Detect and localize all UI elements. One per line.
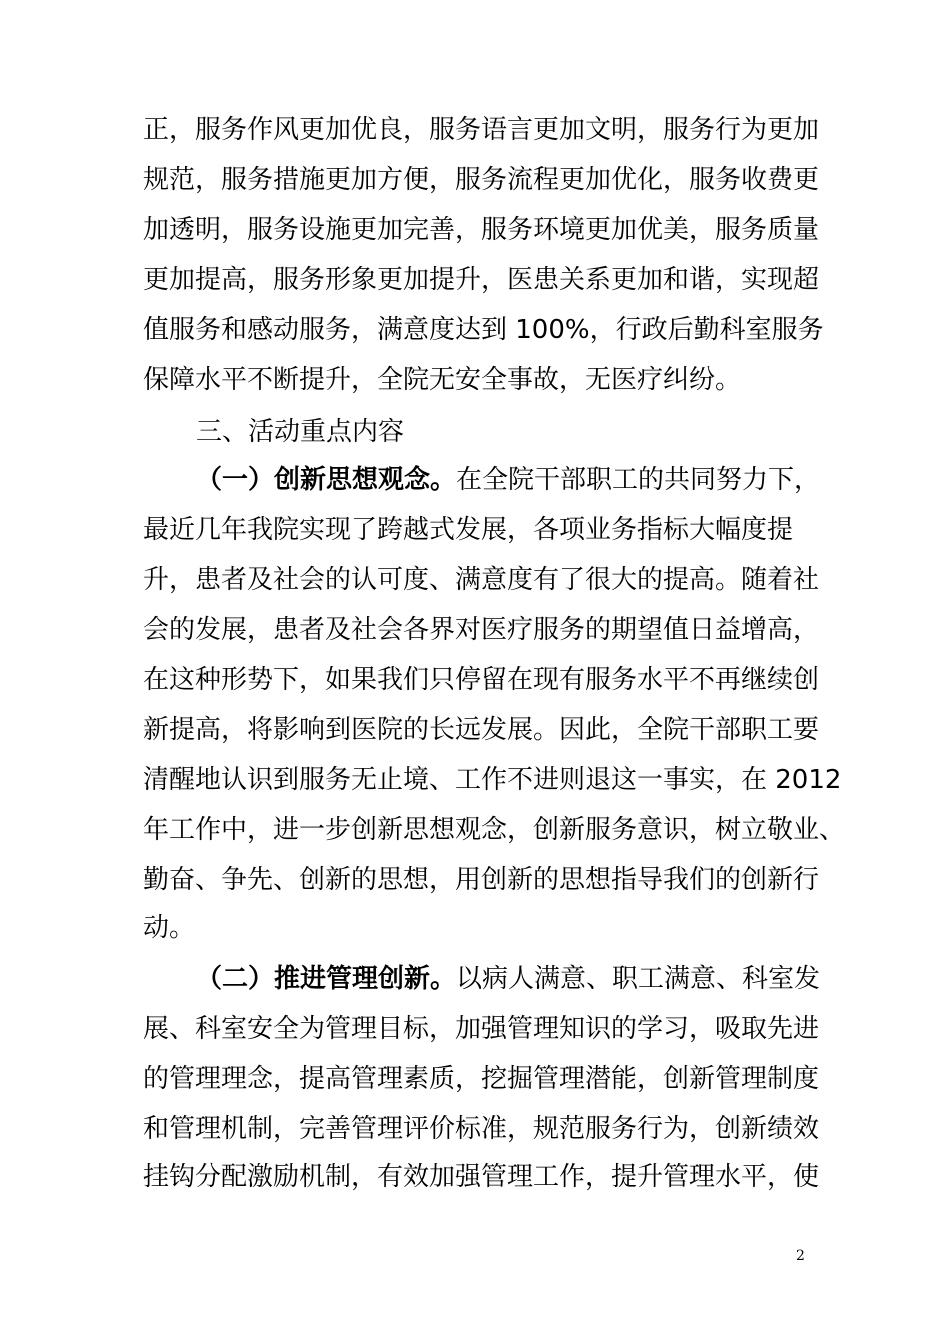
item-2-line-1: 展、科室安全为管理目标，加强管理知识的学习，吸取先进 xyxy=(143,1014,820,1044)
section-heading: 三、活动重点内容 xyxy=(196,417,405,447)
item-1-line-5: 新提高，将影响到医院的长远发展。因此，全院干部职工要 xyxy=(143,715,820,745)
item-1-first-line xyxy=(196,463,820,497)
item-2-first-line xyxy=(196,962,820,996)
paragraph-1-line-5: 值服务和感动服务，满意度达到 100%，行政后勤科室服务 xyxy=(143,315,824,345)
paragraph-1-line-3: 加透明，服务设施更加完善，服务环境更加优美，服务质量 xyxy=(143,215,820,245)
item-1-line-7: 年工作中，进一步创新思想观念，创新服务意识，树立敬业、 xyxy=(143,815,846,845)
item-1-line-2: 升，患者及社会的认可度、满意度有了很大的提高。随着社 xyxy=(143,565,820,595)
item-1-line-9: 动。 xyxy=(143,913,196,943)
item-2-line-2: 的管理理念，提高管理素质，挖掘管理潜能，创新管理制度 xyxy=(143,1064,820,1094)
item-1-first-line-text: 在全院干部职工的共同努力下， xyxy=(456,465,821,495)
item-2-first-line-text: 以病人满意、职工满意、科室发 xyxy=(456,964,821,994)
item-1-title: （一）创新思想观念。 xyxy=(196,465,457,495)
item-2-line-3: 和管理机制，完善管理评价标准，规范服务行为，创新绩效 xyxy=(143,1114,820,1144)
item-1-line-6: 清醒地认识到服务无止境、工作不进则退这一事实，在 2012 xyxy=(143,765,842,795)
item-1-line-4: 在这种形势下，如果我们只停留在现有服务水平不再继续创 xyxy=(143,665,820,695)
item-2-line-4: 挂钩分配激励机制，有效加强管理工作，提升管理水平，使 xyxy=(143,1162,820,1192)
item-1-line-3: 会的发展，患者及社会各界对医疗服务的期望值日益增高， xyxy=(143,615,820,645)
page-number: 2 xyxy=(796,1248,805,1264)
paragraph-1-line-1: 正，服务作风更加优良，服务语言更加文明，服务行为更加 xyxy=(143,115,820,145)
paragraph-1-line-6: 保障水平不断提升，全院无安全事故，无医疗纠纷。 xyxy=(143,365,742,395)
item-2-title: （二）推进管理创新。 xyxy=(196,964,457,994)
item-1-line-1: 最近几年我院实现了跨越式发展，各项业务指标大幅度提 xyxy=(143,515,794,545)
paragraph-1-line-2: 规范，服务措施更加方便，服务流程更加优化，服务收费更 xyxy=(143,165,820,195)
paragraph-1-line-4: 更加提高，服务形象更加提升，医患关系更加和谐，实现超 xyxy=(143,265,820,295)
item-1-line-8: 勤奋、争先、创新的思想，用创新的思想指导我们的创新行 xyxy=(143,865,820,895)
